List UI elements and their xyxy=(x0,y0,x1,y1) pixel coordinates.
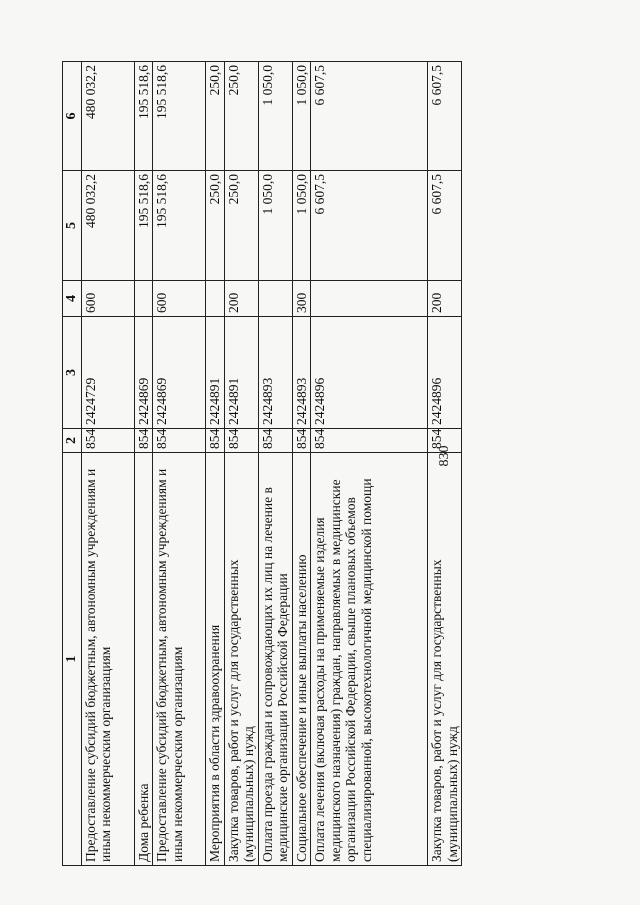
row-type xyxy=(258,281,292,317)
row-amount-total: 480 032,2 xyxy=(81,62,134,171)
header-row xyxy=(63,62,82,866)
row-amount-total: 1 050,0 xyxy=(292,62,311,171)
row-target: 2424869 xyxy=(153,317,206,429)
row-amount: 250,0 xyxy=(206,171,225,281)
header-col-6: 6 xyxy=(63,62,82,171)
budget-table-container xyxy=(62,62,512,866)
row-code: 854 xyxy=(311,429,428,453)
row-name: Оплата проезда граждан и сопровождающих их лиц на лечение в медицинские организации Российской Федерации xyxy=(258,453,292,866)
row-amount: 6 607,5 xyxy=(428,171,462,281)
row-name: Дома ребенка xyxy=(134,453,153,866)
row-code: 854 xyxy=(224,429,258,453)
table-row xyxy=(258,62,292,866)
row-name: Предоставление субсидий бюджетным, автономным учреждениям и иным некоммерческим организациям xyxy=(81,453,134,866)
table-row xyxy=(206,62,225,866)
table-row xyxy=(81,62,134,866)
row-name: Оплата лечения (включая расходы на применяемые изделия медицинского назначения) граждан, направляемых в медицинские организации Российской Федерации, свыше плановых объемов специализированной, высокотехнологичной медицинской помощи xyxy=(311,453,428,866)
row-amount: 1 050,0 xyxy=(292,171,311,281)
header-col-4: 4 xyxy=(63,281,82,317)
row-name: Закупка товаров, работ и услуг для государственных (муниципальных) нужд xyxy=(428,453,462,866)
page-number: 830 xyxy=(437,445,452,467)
row-amount-total: 195 518,6 xyxy=(134,62,153,171)
row-code: 854 xyxy=(153,429,206,453)
row-name: Закупка товаров, работ и услуг для государственных (муниципальных) нужд xyxy=(224,453,258,866)
row-type: 600 xyxy=(81,281,134,317)
row-target: 2424896 xyxy=(311,317,428,429)
row-amount: 6 607,5 xyxy=(311,171,428,281)
row-target: 2424896 xyxy=(428,317,462,429)
row-amount-total: 250,0 xyxy=(206,62,225,171)
row-type xyxy=(206,281,225,317)
row-code: 854 xyxy=(292,429,311,453)
table-row xyxy=(311,62,428,866)
row-type xyxy=(311,281,428,317)
row-amount-total: 250,0 xyxy=(224,62,258,171)
row-amount: 195 518,6 xyxy=(153,171,206,281)
row-code: 854 xyxy=(206,429,225,453)
row-target: 2424869 xyxy=(134,317,153,429)
row-amount-total: 6 607,5 xyxy=(311,62,428,171)
row-amount: 480 032,2 xyxy=(81,171,134,281)
row-code: 854 xyxy=(258,429,292,453)
row-type xyxy=(134,281,153,317)
row-target: 2424893 xyxy=(292,317,311,429)
row-type: 200 xyxy=(224,281,258,317)
table-row xyxy=(153,62,206,866)
row-name: Мероприятия в области здравоохранения xyxy=(206,453,225,866)
table-row xyxy=(292,62,311,866)
row-target: 2424729 xyxy=(81,317,134,429)
row-type: 200 xyxy=(428,281,462,317)
row-type: 600 xyxy=(153,281,206,317)
header-col-3: 3 xyxy=(63,317,82,429)
table-row xyxy=(428,62,462,866)
row-amount-total: 1 050,0 xyxy=(258,62,292,171)
row-amount-total: 6 607,5 xyxy=(428,62,462,171)
row-amount: 195 518,6 xyxy=(134,171,153,281)
row-name: Предоставление субсидий бюджетным, автономным учреждениям и иным некоммерческим организациям xyxy=(153,453,206,866)
header-col-1: 1 xyxy=(63,453,82,866)
row-code: 854 xyxy=(428,429,462,453)
row-amount-total: 195 518,6 xyxy=(153,62,206,171)
row-target: 2424891 xyxy=(224,317,258,429)
row-type: 300 xyxy=(292,281,311,317)
row-target: 2424893 xyxy=(258,317,292,429)
row-name: Социальное обеспечение и иные выплаты населению xyxy=(292,453,311,866)
row-code: 854 xyxy=(134,429,153,453)
row-code: 854 xyxy=(81,429,134,453)
budget-table xyxy=(62,61,462,866)
header-col-5: 5 xyxy=(63,171,82,281)
row-amount: 250,0 xyxy=(224,171,258,281)
table-row xyxy=(134,62,153,866)
row-target: 2424891 xyxy=(206,317,225,429)
table-row xyxy=(224,62,258,866)
row-amount: 1 050,0 xyxy=(258,171,292,281)
header-col-2: 2 xyxy=(63,429,82,453)
